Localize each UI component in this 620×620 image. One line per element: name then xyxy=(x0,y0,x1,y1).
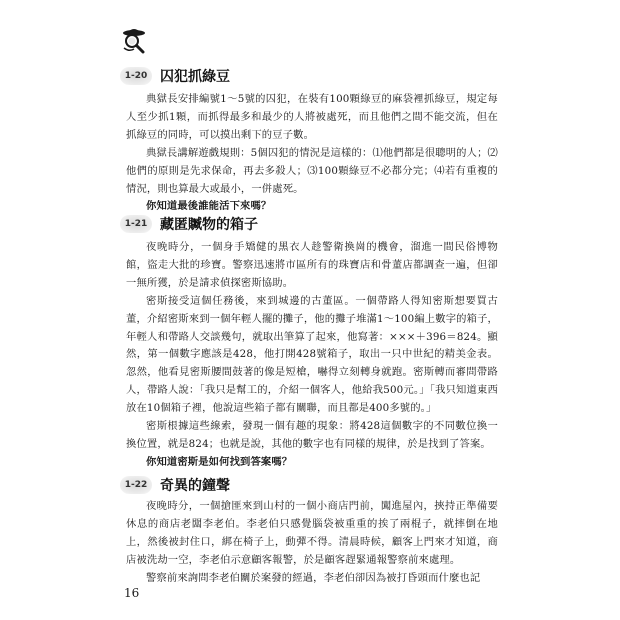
section-header-1-20 xyxy=(120,65,230,87)
section-number-badge: 1-22 xyxy=(120,476,152,494)
section-title: 奇異的鐘聲 xyxy=(160,478,230,494)
section-number-badge: 1-20 xyxy=(120,67,152,85)
section-header-1-22 xyxy=(120,474,230,496)
detective-logo-icon xyxy=(121,28,151,54)
section-body-1-22 xyxy=(126,498,498,588)
paragraph: 密斯根據這些線索，發現一個有趣的現象：將428這個數字的不同數位換一換位置，就是824；也就是說，其他的數字也有同樣的規律，於是找到了答案。 xyxy=(126,420,498,450)
section-number-badge: 1-21 xyxy=(120,215,152,233)
paragraph: 警察前來詢問李老伯關於案發的經過，李老伯卻因為被打昏頭而什麼也記 xyxy=(146,571,481,584)
section-title: 藏匿贓物的箱子 xyxy=(160,217,258,233)
section-title: 囚犯抓綠豆 xyxy=(160,69,230,85)
paragraph: 夜晚時分，一個搶匪來到山村的一個小商店門前，闖進屋內，挾持正準備要休息的商店老闆李老伯。李老伯只感覺腦袋被重重的挨了兩棍子，就摔倒在地上，然後被封住口，綁在椅子上，動彈不得。清晨時候，顧客上門來才知道，商店被洗劫一空，李老伯示意顧客報警，於是顧客趕緊通報警察前來處理。 xyxy=(126,500,498,566)
section-body-1-20 xyxy=(126,91,498,216)
page-number: 16 xyxy=(124,586,140,600)
paragraph: 典獄長安排編號1～5號的囚犯，在裝有100顆綠豆的麻袋裡抓綠豆，規定每人至少抓1顆，而抓得最多和最少的人將被處死，而且他們之間不能交流，但在抓綠豆的同時，可以摸出剩下的豆子數。 xyxy=(126,93,498,141)
section-header-1-21 xyxy=(120,213,258,235)
section-body-1-21 xyxy=(126,239,498,472)
paragraph: 典獄長講解遊戲規則：5個囚犯的情況是這樣的：⑴他們都是很聰明的人；⑵他們的原則是先求保命，再去多殺人；⑶100顆綠豆不必都分完；⑷若有重複的情況，則也算最大或最小，一併處死。 xyxy=(126,146,498,195)
question: 你知道密斯是如何找到答案嗎？ xyxy=(146,455,293,468)
paragraph: 密斯接受這個任務後，來到城邊的古董區。一個帶路人得知密斯想要買古董，介紹密斯來到一個年輕人擺的攤子，他的攤子堆滿1～100編上數字的箱子，年輕人和帶路人交談幾句，就取出筆算了起來，他寫著：×××＋396＝824。顯然，第一個數字應該是428，他打開428號箱子，取出一只中世紀的精美金表。忽然，他看見密斯腰間鼓著的像是短槍，嚇得立刻轉身就跑。密斯轉而審問帶路人，帶路人說：「我只是幫工的，介紹一個客人，他給我500元。」「我只知道東西放在10個箱子裡，他說這些箱子都有關聯，而且都是400多號的。」 xyxy=(126,294,498,415)
paragraph: 夜晚時分，一個身手矯健的黑衣人趁警衛換崗的機會，溜進一間民俗博物館，盜走大批的珍寶。警察迅速將市區所有的珠寶店和骨董店都調查一遍，但卻一無所獲，於是請求偵探密斯協助。 xyxy=(126,241,498,289)
question: 你知道最後誰能活下來嗎？ xyxy=(146,200,272,213)
